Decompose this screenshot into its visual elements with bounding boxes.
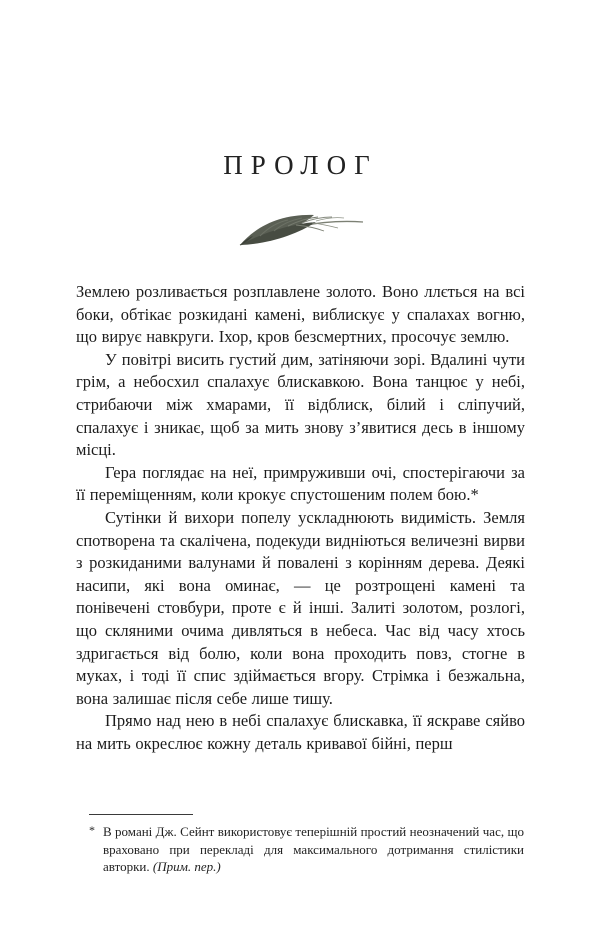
footnote-divider xyxy=(89,814,193,815)
feather-ornament xyxy=(76,195,525,265)
feather-icon xyxy=(226,195,376,265)
footnote xyxy=(89,814,524,876)
footnote-source: (Прим. пер.) xyxy=(152,859,221,874)
footnote-text: В романі Дж. Сейнт використовує теперішній простий неозначений час, що враховано при перекладі для максимального дотримання стилістики авторки. xyxy=(103,824,524,874)
paragraph-4: Сутінки й вихори попелу ускладнюють видимість. Земля спотворена та скалічена, подекуди видніються величезні вирви з розкиданими валунами й повалені з корінням дерева. Деякі насипи, які вона оминає, — це розтрощені камені та понівечені стовбури, проте є й інші. Залиті золотом, розлогі, що скляними очима дивляться в небеса. Час від часу хтось здригається від болю, коли вона проходить повз, стогне в муках, і тоді її спис здіймається вгору. Стрімка і безжальна, вона залишає після себе лише тишу. xyxy=(76,507,525,708)
page-title: ПРОЛОГ xyxy=(223,150,378,180)
paragraph-5: Прямо над нею в небі спалахує блискавка, її яскраве сяйво на мить окреслює кожну деталь кривавої бійні, перш xyxy=(76,711,525,753)
paragraph-2: У повітрі висить густий дим, затіняючи зорі. Вдалині чути грім, а небосхил спалахує блискавкою. Вона танцює у небі, стрибаючи між хмарами, її відблиск, білий і сліпучий, спалахує і зникає, щоб за мить знову з’явитися десь в іншому місці. xyxy=(76,349,525,460)
paragraph-3: Гера поглядає на неї, примруживши очі, спостерігаючи за її переміщенням, коли крокує спустошеним полем бою.* xyxy=(76,462,525,505)
paragraph-1: Землею розливається розплавлене золото. Воно ллється на всі боки, обтікає розкидані камені, виблискує у спалахах вогню, що вирує навкруги. Іхор, кров безсмертних, просочує землю. xyxy=(76,282,525,347)
footnote-text-block xyxy=(89,822,524,876)
footnote-marker: * xyxy=(89,823,95,837)
body-text xyxy=(76,281,525,755)
